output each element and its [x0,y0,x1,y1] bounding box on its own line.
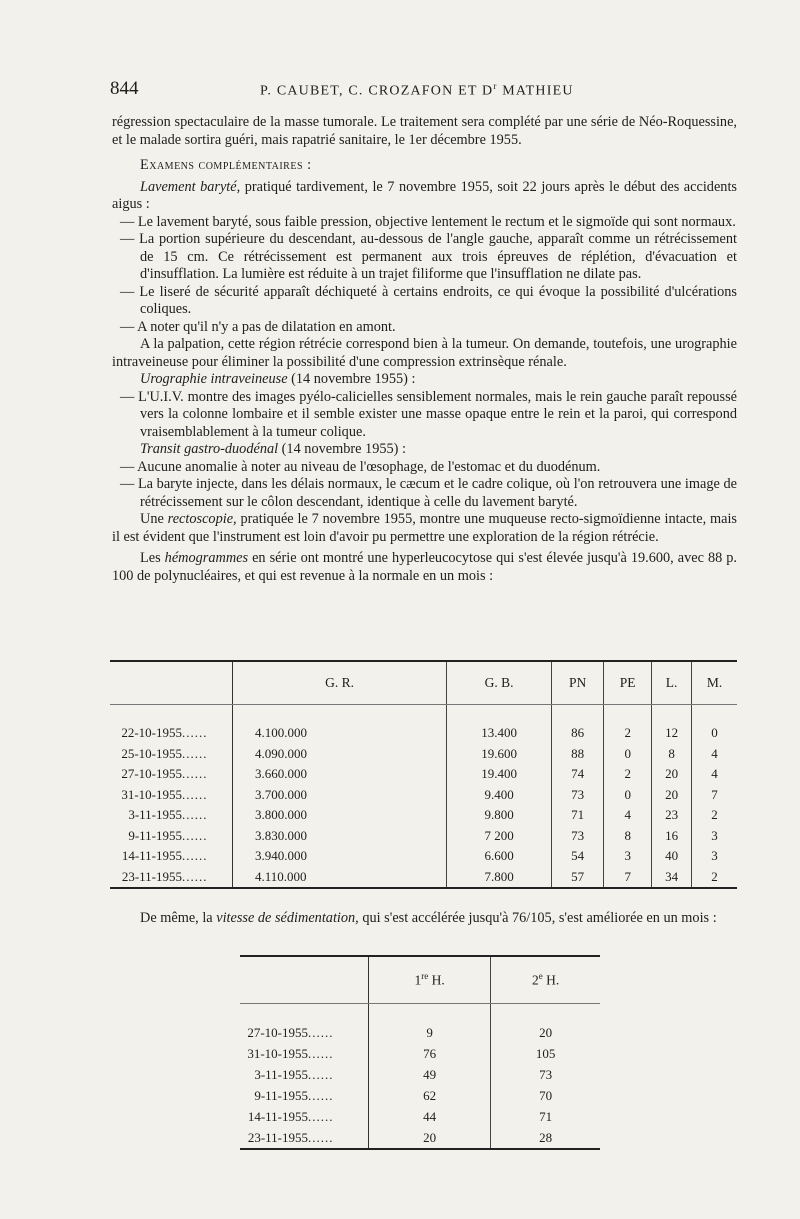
cell-h2: 20 [539,1024,553,1040]
table-header-l: L. [652,661,692,705]
cell-l: 20 [652,764,692,785]
cell-gb: 6.600 [447,846,552,867]
table-row [240,1106,600,1127]
cell-pe: 2 [604,723,652,744]
sedimentation-lead: De même, la [140,910,217,926]
table-row [240,1043,600,1064]
leader-dots: ...... [182,725,208,741]
row-date-value: 27-10-1955 [121,766,182,782]
cell-pn: 74 [552,764,604,785]
cell-h2: 105 [535,1045,556,1061]
cell-gb: 9.400 [447,785,552,806]
table-row [110,805,737,826]
leader-dots: ...... [182,766,208,782]
lavement-item: — Le liseré de sécurité apparaît déchiqueté à certains endroits, ce qui évoque la possibilité d'ulcérations coliques. [120,283,737,317]
table-header-pn: PN [552,661,604,705]
row-date-value: 27-10-1955 [247,1024,308,1040]
cell-gb: 13.400 [447,723,552,744]
body-text [112,114,737,585]
table-row [240,1127,600,1149]
table-row [110,764,737,785]
cell-m: 2 [711,868,718,884]
first-hour-sup: re [421,971,429,982]
rectoscopie-title: rectoscopie, [167,511,237,527]
row-date [110,867,233,889]
sedimentation-block [112,910,737,928]
page-number: 844 [110,78,139,99]
row-date-value: 23-11-1955 [247,1129,308,1145]
cell-gr: 4.100.000 [233,723,447,744]
lavement-paragraph [112,179,737,214]
cell-gr: 3.800.000 [233,805,447,826]
row-date-value: 25-10-1955 [121,745,182,761]
hemogrammes-lead: Les [140,550,165,566]
cell-h1: 76 [369,1043,491,1064]
table-row [110,785,737,806]
table-row [110,826,737,847]
cell-gr: 3.830.000 [233,826,447,847]
leader-dots: ...... [182,745,208,761]
hemogrammes-title: hémogrammes [164,550,249,566]
cell-pn: 88 [552,744,604,765]
cell-l: 20 [652,785,692,806]
cell-m: 0 [711,725,718,741]
table-header-second-hour [491,956,600,1004]
leader-dots: ...... [182,848,208,864]
cell-pn: 73 [552,785,604,806]
cell-m: 4 [711,745,718,761]
cell-h2: 28 [539,1129,553,1145]
second-hour-main: 2 [531,972,539,988]
rectoscopie-paragraph [112,511,737,546]
cell-h1: 20 [369,1127,491,1149]
table-header-gr: G. R. [233,661,447,705]
transit-paragraph [112,441,737,459]
row-date [110,826,233,847]
cell-l: 16 [652,826,692,847]
leader-dots: ...... [182,827,208,843]
row-date-value: 23-11-1955 [121,868,182,884]
table-row [110,867,737,889]
page-header [110,78,735,100]
sedimentation-title: vitesse de sédimentation, [216,910,359,926]
running-head-tail: MATHIEU [497,83,574,99]
urographie-title: Urographie intraveineuse [140,371,288,387]
cell-pe: 2 [604,764,652,785]
leader-dots: ...... [182,786,208,802]
transit-item: — La baryte injecte, dans les délais normaux, le cæcum et le cadre colique, où l'on retrouvera une image de rétrécissement sur le côlon descendant, identique à celle du lavement baryté. [120,476,737,510]
cell-l: 40 [652,846,692,867]
sedimentation-table [240,955,600,1150]
cell-l: 23 [652,805,692,826]
cell-l: 12 [652,723,692,744]
cell-pe: 8 [604,826,652,847]
table-row [240,1085,600,1106]
table-row [110,744,737,765]
row-date-value: 9-11-1955 [254,1087,308,1103]
row-date [240,1064,369,1085]
cell-gb: 19.600 [447,744,552,765]
row-date [110,805,233,826]
cell-m: 3 [711,827,718,843]
lavement-title: Lavement baryté, [140,178,241,195]
table-row [110,723,737,744]
cell-pn: 57 [552,867,604,889]
sedimentation-paragraph [112,910,737,928]
cell-gb: 7 200 [447,826,552,847]
cell-gr: 4.110.000 [233,867,447,889]
cell-pe: 3 [604,846,652,867]
table-header-gb: G. B. [447,661,552,705]
intro-paragraph: régression spectaculaire de la masse tumorale. Le traitement sera complété par une série de Néo-Roquessine, et le malade sortira guéri, mais rapatrié sanitaire, le 1er décembre 1955. [112,114,737,148]
leader-dots: ...... [308,1129,334,1145]
cell-h2: 71 [539,1108,553,1124]
running-head-authors: P. CAUBET, C. CROZAFON ET D [260,83,494,99]
cell-m: 2 [711,807,718,823]
first-hour-main: 1 [414,972,422,988]
cell-gr: 3.940.000 [233,846,447,867]
leader-dots: ...... [308,1024,334,1040]
lavement-text: pratiqué tardivement, le 7 novembre 1955, soit 22 jours après le début des accidents aigus : [112,178,737,212]
palpation-paragraph: A la palpation, cette région rétrécie correspond bien à la tumeur. On demande, toutefois, une urographie intraveineuse pour éliminer la possibilité d'une compression extrinsèque rénale. [112,336,737,370]
cell-m: 4 [711,766,718,782]
row-date-value: 31-10-1955 [121,786,182,802]
urographie-item: — L'U.I.V. montre des images pyélo-calicielles sensiblement normales, mais le rein gauche paraît repoussé vers la colonne lombaire et il semble exister une masse opaque entre le rein et la paroi, qui correspond vraisemblablement à la tumeur colique. [120,388,737,440]
urographie-paragraph [112,371,737,389]
urographie-date: (14 novembre 1955) : [287,371,416,387]
row-date-value: 9-11-1955 [128,827,182,843]
row-date [110,744,233,765]
first-hour-tail: H. [428,972,445,988]
table-row [240,1022,600,1043]
cell-pn: 54 [552,846,604,867]
row-date-value: 3-11-1955 [254,1066,308,1082]
table-header-first-hour [369,956,491,1004]
cell-m: 7 [711,786,718,802]
blood-count-table [110,660,737,889]
cell-h1: 44 [369,1106,491,1127]
row-date [110,785,233,806]
cell-h1: 49 [369,1064,491,1085]
row-date-value: 3-11-1955 [128,807,182,823]
rectoscopie-text: pratiquée le 7 novembre 1955, montre une muqueuse recto-sigmoïdienne intacte, mais il est évident que l'instrument est loin d'avoir pu permettre une exploration de la région rétrécie. [112,511,737,545]
row-date [240,1106,369,1127]
table-header-m: M. [692,661,737,705]
row-date [110,764,233,785]
cell-pn: 73 [552,826,604,847]
cell-gr: 3.700.000 [233,785,447,806]
transit-date: (14 novembre 1955) : [278,441,406,457]
row-date [110,723,233,744]
running-head [260,81,574,100]
cell-pe: 4 [604,805,652,826]
running-head-sup: r [493,81,498,91]
cell-pe: 7 [604,867,652,889]
row-date [240,1022,369,1043]
cell-gb: 19.400 [447,764,552,785]
cell-pe: 0 [604,744,652,765]
table-row [240,1064,600,1085]
cell-gr: 3.660.000 [233,764,447,785]
cell-gr: 4.090.000 [233,744,447,765]
lavement-item: — La portion supérieure du descendant, au-dessous de l'angle gauche, apparaît comme un rétrécissement de 15 cm. Ce rétrécissement est permanent aux trois épreuves de réplétion, d'évacuation et d'insufflation. La lumière est réduite à un trajet filiforme que l'insufflation ne dilate pas. [120,231,737,282]
table-header-date [240,956,369,1004]
lavement-item: — Le lavement baryté, sous faible pression, objective lentement le rectum et le sigmoïde qui sont normaux. [120,213,736,230]
hemogrammes-paragraph [112,550,737,585]
hemogrammes-text: en série ont montré une hyperleucocytose qui s'est élevée jusqu'à 19.600, avec 88 p. 100 de polynucléaires, et qui est revenue à la normale en un mois : [112,550,738,584]
cell-gb: 7.800 [447,867,552,889]
table-header-date [110,661,233,705]
section-heading: Examens complémentaires : [140,157,312,173]
row-date [240,1085,369,1106]
cell-gb: 9.800 [447,805,552,826]
row-date-value: 14-11-1955 [121,848,182,864]
cell-pe: 0 [604,785,652,806]
transit-item: — Aucune anomalie à noter au niveau de l'œsophage, de l'estomac et du duodénum. [120,458,601,475]
cell-h1: 9 [369,1022,491,1043]
cell-h1: 62 [369,1085,491,1106]
rectoscopie-lead: Une [140,511,168,527]
row-date-value: 31-10-1955 [247,1045,308,1061]
cell-h2: 70 [539,1087,553,1103]
cell-pn: 71 [552,805,604,826]
cell-l: 34 [652,867,692,889]
leader-dots: ...... [182,807,208,823]
transit-title: Transit gastro-duodénal [140,441,279,457]
cell-pn: 86 [552,723,604,744]
leader-dots: ...... [308,1087,334,1103]
sedimentation-text: qui s'est accélérée jusqu'à 76/105, s'est améliorée en un mois : [358,910,717,926]
table-header-pe: PE [604,661,652,705]
leader-dots: ...... [308,1066,334,1082]
table-row [110,846,737,867]
row-date-value: 22-10-1955 [121,725,182,741]
cell-m: 3 [711,848,718,864]
row-date-value: 14-11-1955 [247,1108,308,1124]
leader-dots: ...... [308,1045,334,1061]
leader-dots: ...... [182,868,208,884]
second-hour-sup: e [538,971,543,982]
row-date [240,1127,369,1149]
row-date [240,1043,369,1064]
cell-h2: 73 [539,1066,553,1082]
lavement-item: — A noter qu'il n'y a pas de dilatation en amont. [120,318,396,335]
leader-dots: ...... [308,1108,334,1124]
cell-l: 8 [652,744,692,765]
row-date [110,846,233,867]
second-hour-tail: H. [542,972,560,988]
